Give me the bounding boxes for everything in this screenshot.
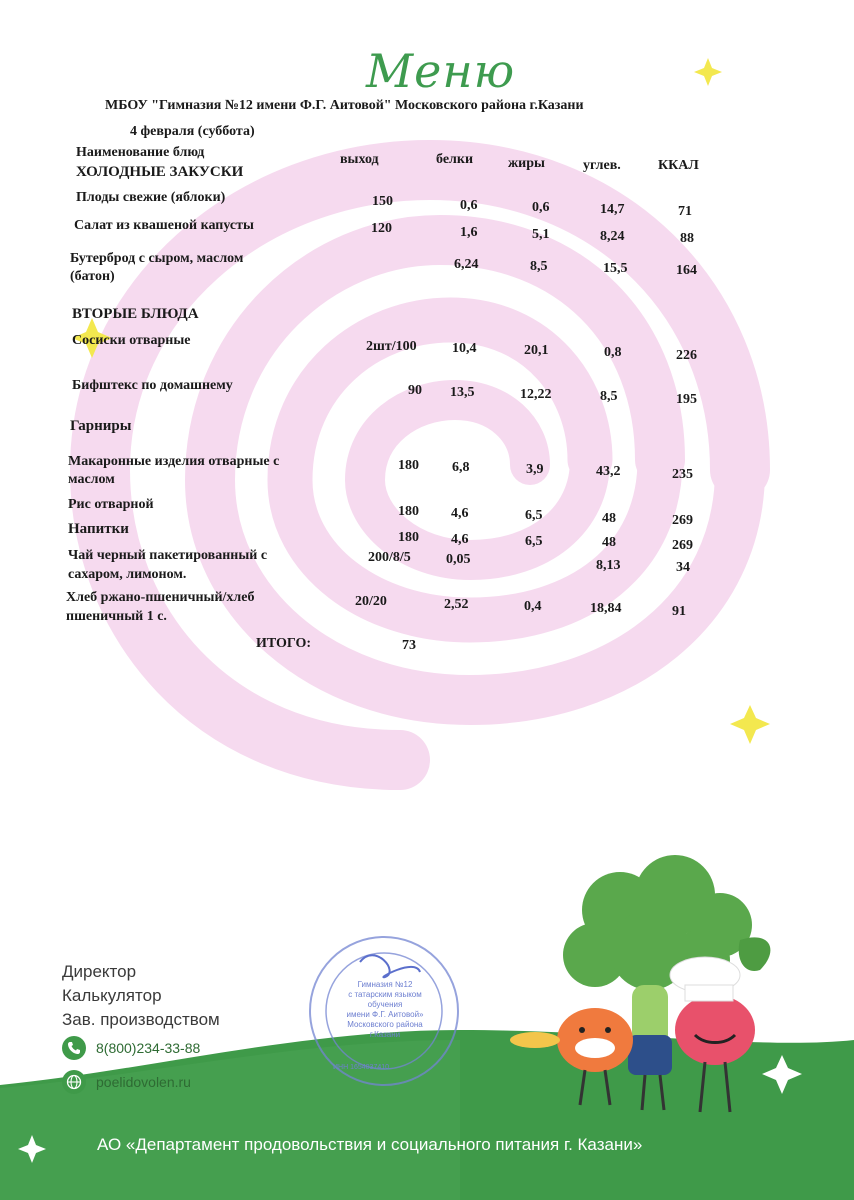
dish-kcal: 91 bbox=[672, 604, 686, 619]
stamp-line: г.Казани bbox=[369, 1030, 401, 1039]
menu-date: 4 февраля (суббота) bbox=[130, 124, 255, 139]
dish-fat: 0,4 bbox=[524, 599, 542, 614]
website-contact[interactable] bbox=[62, 1070, 191, 1094]
dish-kcal: 269 bbox=[672, 513, 693, 528]
dish-name: Сосиски отварные bbox=[72, 333, 191, 348]
dish-fat: 6,5 bbox=[525, 534, 543, 549]
dish-carbs: 0,8 bbox=[604, 345, 622, 360]
dish-yield: 180 bbox=[398, 504, 419, 519]
dish-name-continued: пшеничный 1 с. bbox=[66, 609, 167, 624]
dish-yield: 2шт/100 bbox=[366, 339, 417, 354]
dish-yield: 120 bbox=[371, 221, 392, 236]
dish-protein: 0,6 bbox=[460, 198, 478, 213]
dish-fat: 5,1 bbox=[532, 227, 550, 242]
dish-kcal: 195 bbox=[676, 392, 697, 407]
dish-protein: 2,52 bbox=[444, 597, 469, 612]
dish-name: Хлеб ржано-пшеничный/хлеб bbox=[66, 590, 255, 605]
phone-number[interactable]: 8(800)234-33-88 bbox=[96, 1040, 201, 1056]
dish-kcal: 235 bbox=[672, 467, 693, 482]
column-header-name: Наименование блюд bbox=[76, 145, 205, 160]
dish-protein: 6,8 bbox=[452, 460, 470, 475]
dish-carbs: 43,2 bbox=[596, 464, 621, 479]
section-drinks: Напитки bbox=[68, 521, 129, 537]
dish-yield: 200/8/5 bbox=[368, 550, 411, 565]
role-calculator: Калькулятор bbox=[62, 986, 162, 1005]
dish-kcal: 164 bbox=[676, 263, 697, 278]
phone-icon bbox=[62, 1036, 86, 1060]
stamp-line: Московского района bbox=[347, 1020, 423, 1029]
dish-yield: 150 bbox=[372, 194, 393, 209]
role-production-head: Зав. производством bbox=[62, 1010, 220, 1029]
stamp-inn: ИНН 1654037410 bbox=[333, 1064, 390, 1071]
column-header-carbs: углев. bbox=[583, 158, 621, 173]
dish-fat: 8,5 bbox=[530, 259, 548, 274]
column-header-kcal: ККАЛ bbox=[658, 158, 699, 173]
dish-kcal: 269 bbox=[672, 538, 693, 553]
dish-carbs: 48 bbox=[602, 535, 616, 550]
dish-carbs: 15,5 bbox=[603, 261, 628, 276]
dish-protein: 0,05 bbox=[446, 552, 471, 567]
total-value: 73 bbox=[402, 638, 416, 653]
dish-yield: 90 bbox=[408, 383, 422, 398]
dish-fat: 6,5 bbox=[525, 508, 543, 523]
dish-protein: 1,6 bbox=[460, 225, 478, 240]
total-label: ИТОГО: bbox=[256, 636, 312, 651]
column-header-fat: жиры bbox=[508, 156, 545, 171]
dish-protein: 6,24 bbox=[454, 257, 479, 272]
website-link[interactable]: poelidovolen.ru bbox=[96, 1074, 191, 1090]
dish-name: Рис отварной bbox=[68, 497, 154, 512]
dish-kcal: 71 bbox=[678, 204, 692, 219]
dish-name-continued: (батон) bbox=[70, 269, 115, 284]
globe-icon bbox=[62, 1070, 86, 1094]
dish-kcal: 88 bbox=[680, 231, 694, 246]
dish-yield: 180 bbox=[398, 458, 419, 473]
official-stamp bbox=[305, 932, 463, 1090]
dish-name: Чай черный пакетированный с bbox=[68, 548, 268, 563]
school-name: МБОУ "Гимназия №12 имени Ф.Г. Аитовой" Московского района г.Казани bbox=[105, 98, 584, 113]
dish-name: Макаронные изделия отварные с bbox=[68, 454, 280, 469]
section-second-courses: ВТОРЫЕ БЛЮДА bbox=[72, 306, 199, 322]
dish-protein: 10,4 bbox=[452, 341, 477, 356]
dish-fat: 20,1 bbox=[524, 343, 549, 358]
dish-name-continued: маслом bbox=[68, 472, 115, 487]
dish-yield: 180 bbox=[398, 530, 419, 545]
dish-kcal: 34 bbox=[676, 560, 690, 575]
dish-name: Бутерброд с сыром, маслом bbox=[70, 251, 244, 266]
dish-carbs: 8,5 bbox=[600, 389, 618, 404]
menu-script-title: Меню bbox=[366, 44, 516, 98]
footer-roles bbox=[62, 960, 220, 1032]
stamp-line: с татарским языком обучения bbox=[348, 990, 422, 1009]
dish-yield: 20/20 bbox=[355, 594, 387, 609]
dish-name-continued: сахаром, лимоном. bbox=[68, 567, 187, 582]
role-director: Директор bbox=[62, 962, 137, 981]
dish-name: Плоды свежие (яблоки) bbox=[76, 190, 226, 205]
phone-contact[interactable] bbox=[62, 1036, 200, 1060]
dish-carbs: 48 bbox=[602, 511, 616, 526]
stamp-line: имени Ф.Г. Аитовой» bbox=[346, 1010, 424, 1019]
dish-name: Салат из квашеной капусты bbox=[74, 218, 254, 233]
dish-fat: 0,6 bbox=[532, 200, 550, 215]
dish-carbs: 8,13 bbox=[596, 558, 621, 573]
dish-kcal: 226 bbox=[676, 348, 697, 363]
dish-carbs: 14,7 bbox=[600, 202, 625, 217]
dish-name: Бифштекс по домашнему bbox=[72, 378, 233, 393]
dish-fat: 3,9 bbox=[526, 462, 544, 477]
organization-banner: АО «Департамент продовольствия и социального питания г. Казани» bbox=[97, 1135, 643, 1154]
dish-fat: 12,22 bbox=[520, 387, 552, 402]
section-garnishes: Гарниры bbox=[70, 418, 132, 434]
dish-carbs: 18,84 bbox=[590, 601, 622, 616]
dish-carbs: 8,24 bbox=[600, 229, 625, 244]
column-header-yield: выход bbox=[340, 152, 379, 167]
section-cold-appetizers: ХОЛОДНЫЕ ЗАКУСКИ bbox=[76, 164, 244, 180]
dish-protein: 4,6 bbox=[451, 506, 469, 521]
column-header-protein: белки bbox=[436, 152, 474, 167]
dish-protein: 13,5 bbox=[450, 385, 475, 400]
stamp-line: Гимназия №12 bbox=[357, 980, 413, 989]
dish-protein: 4,6 bbox=[451, 532, 469, 547]
